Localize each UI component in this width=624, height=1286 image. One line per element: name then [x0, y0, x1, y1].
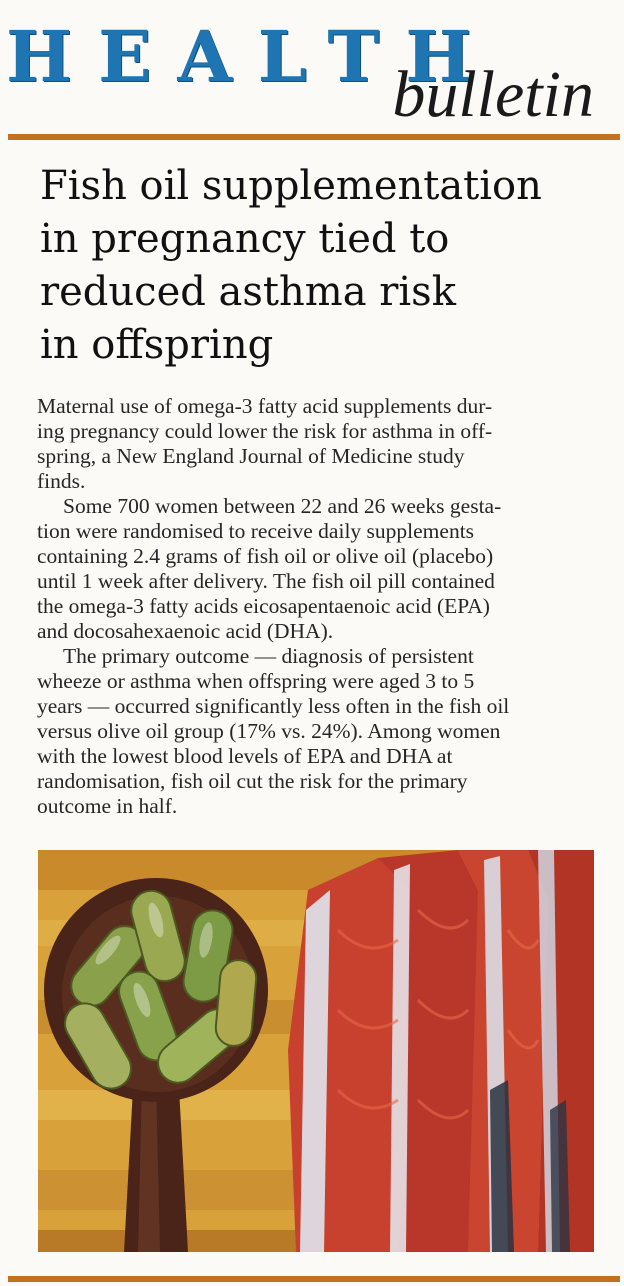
body-line: until 1 week after delivery. The fish oil pill contained [37, 569, 495, 593]
body-line: randomisation, fish oil cut the risk for the primary [37, 769, 468, 793]
body-line: containing 2.4 grams of fish oil or olive oil (placebo) [37, 544, 494, 568]
body-line: Maternal use of omega-3 fatty acid supplements dur- [37, 394, 493, 418]
paragraph-outcome [37, 644, 583, 819]
bottom-divider [8, 1276, 620, 1282]
body-line: tion were randomised to receive daily supplements [37, 519, 475, 543]
masthead-bulletin-subtitle: bulletin [392, 58, 594, 131]
body-line: spring, a New England Journal of Medicine study [37, 444, 465, 468]
body-line: ing pregnancy could lower the risk for asthma in off- [37, 419, 493, 443]
article-body [37, 394, 583, 819]
headline-line: Fish oil supplementation [40, 163, 542, 209]
masthead-health-title: HEALTH [6, 15, 498, 98]
body-line: The primary outcome — diagnosis of persistent [63, 644, 474, 668]
headline-line: reduced asthma risk [40, 269, 456, 315]
paragraph-intro [37, 394, 583, 494]
article-headline [40, 160, 600, 372]
body-line: wheeze or asthma when offspring were aged 3 to 5 [37, 669, 475, 693]
paragraph-study-design [37, 494, 583, 644]
fish-oil-illustration [38, 850, 594, 1252]
body-line: years — occurred significantly less often in the fish oil [37, 694, 510, 718]
body-line: finds. [37, 469, 86, 493]
body-line: with the lowest blood levels of EPA and DHA at [37, 744, 453, 768]
body-line: versus olive oil group (17% vs. 24%). Among women [37, 719, 501, 743]
masthead [0, 0, 624, 150]
fish-oil-illustration-svg [38, 850, 594, 1252]
body-line: and docosahexaenoic acid (DHA). [37, 619, 334, 643]
body-line: outcome in half. [37, 794, 178, 818]
headline-line: in offspring [40, 322, 274, 368]
body-line: the omega-3 fatty acids eicosapentaenoic acid (EPA) [37, 594, 490, 618]
body-line: Some 700 women between 22 and 26 weeks gesta- [63, 494, 502, 518]
top-divider [8, 134, 620, 140]
headline-line: in pregnancy tied to [40, 216, 450, 262]
